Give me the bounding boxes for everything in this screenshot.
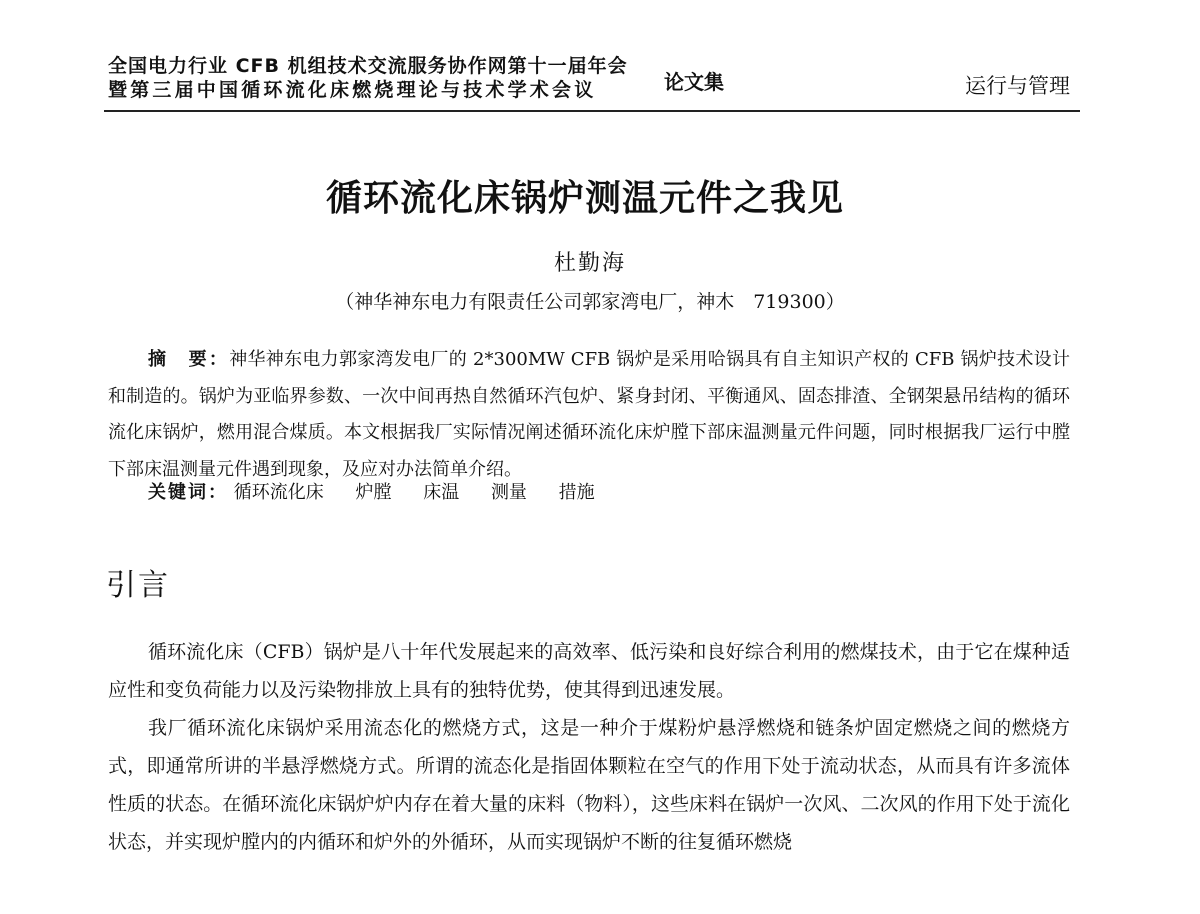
keyword-item: 循环流化床: [233, 482, 324, 503]
keywords: [148, 478, 621, 504]
conference-line-2: 暨第三届中国循环流化床燃烧理论与技术学术会议: [108, 79, 597, 101]
abstract-text: 神华神东电力郭家湾发电厂的 2*300MW CFB 锅炉是采用哈锅具有自主知识产权的 CFB 锅炉技术设计和制造的。锅炉为亚临界参数、一次中间再热自然循环汽包炉、紧身封闭、平衡通风、固态排渣、全钢架悬吊结构的循环流化床锅炉，燃用混合煤质。本文根据我厂实际情况阐述循环流化床炉膛下部床温测量元件问题，同时根据我厂运行中膛下部床温测量元件遇到现象，及应对办法简单介绍。: [108, 349, 1071, 480]
keywords-label: 关键词：: [148, 482, 228, 503]
body-paragraph: 循环流化床（CFB）锅炉是八十年代发展起来的高效率、低污染和良好综合利用的燃煤技术，由于它在煤种适应性和变负荷能力以及污染物排放上具有的独特优势，使其得到迅速发展。: [108, 641, 1070, 701]
section-label: 运行与管理: [965, 74, 1070, 98]
author-affiliation: （神华神东电力有限责任公司郭家湾电厂，神木 719300）: [335, 291, 845, 313]
section-heading-introduction: 引言: [106, 568, 170, 603]
conference-line-1: 全国电力行业 CFB 机组技术交流服务协作网第十一届年会: [108, 55, 628, 77]
abstract: [108, 342, 1070, 488]
keyword-item: 床温: [423, 482, 460, 503]
paper-title: 循环流化床锅炉测温元件之我见: [325, 178, 844, 219]
conference-name: [108, 54, 628, 102]
body-paragraph: 我厂循环流化床锅炉采用流态化的燃烧方式，这是一种介于煤粉炉悬浮燃烧和链条炉固定燃烧之间的燃烧方式，即通常所讲的半悬浮燃烧方式。所谓的流态化是指固体颗粒在空气的作用下处于流动状态，从而具有许多流体性质的状态。在循环流化床锅炉炉内存在着大量的床料（物料），这些床料在锅炉一次风、二次风的作用下处于流化状态，并实现炉膛内的内循环和炉外的外循环，从而实现锅炉不断的往复循环燃烧: [108, 717, 1070, 853]
keyword-item: 炉膛: [355, 482, 392, 503]
running-header: [104, 52, 1080, 112]
abstract-label: 摘 要：: [148, 349, 230, 370]
keyword-item: 测量: [490, 482, 527, 503]
collection-label: 论文集: [664, 70, 724, 94]
author-name: 杜勤海: [553, 251, 626, 276]
keyword-item: 措施: [558, 482, 595, 503]
